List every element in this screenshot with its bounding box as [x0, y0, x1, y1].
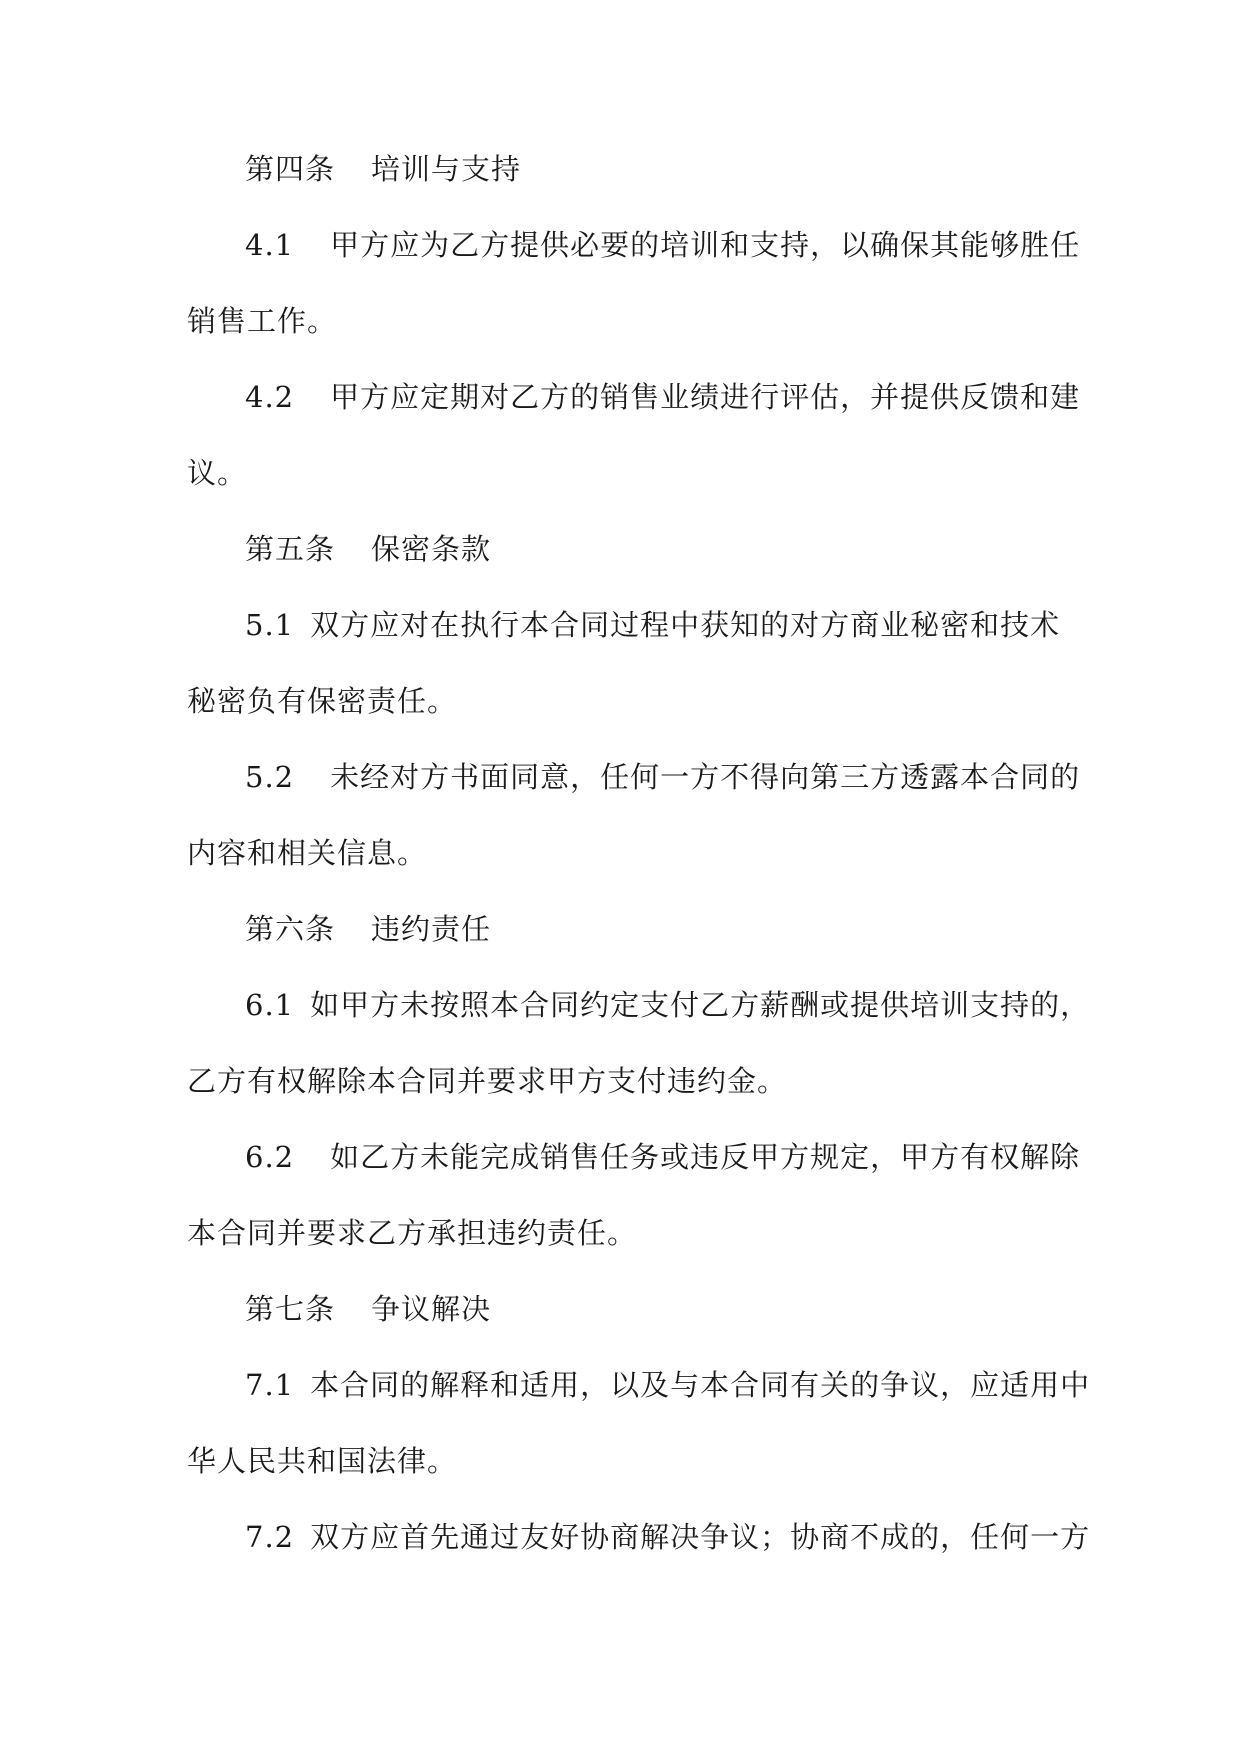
clause-text: 甲方应为乙方提供必要的培训和支持，以确保其能够胜任 — [330, 228, 1081, 262]
clause-6-1 — [187, 967, 1091, 1043]
clause-number: 7.1 — [245, 1368, 295, 1402]
clause-number: 6.1 — [245, 988, 295, 1022]
article-number: 第六条 — [245, 912, 336, 946]
article-number: 第四条 — [245, 152, 336, 186]
clause-4-2 — [187, 359, 1081, 435]
clause-text: 双方应首先通过友好协商解决争议；协商不成的，任何一方 — [310, 1520, 1091, 1554]
clause-4-1-continuation: 销售工作。 — [187, 304, 338, 338]
clause-number: 5.2 — [245, 760, 295, 794]
clause-text: 未经对方书面同意，任何一方不得向第三方透露本合同的 — [330, 760, 1081, 794]
article-title: 违约责任 — [371, 912, 492, 946]
clause-text: 如甲方未按照本合同约定支付乙方薪酬或提供培训支持的， — [310, 988, 1091, 1022]
clause-6-2-continuation: 本合同并要求乙方承担违约责任。 — [187, 1216, 638, 1250]
article-title: 培训与支持 — [371, 152, 522, 186]
article-4-heading — [187, 131, 1063, 207]
article-title: 保密条款 — [371, 532, 492, 566]
document-body — [187, 131, 1091, 1575]
clause-text: 双方应对在执行本合同过程中获知的对方商业秘密和技术 — [310, 608, 1061, 642]
clause-5-1-continuation: 秘密负有保密责任。 — [187, 684, 458, 718]
clause-5-2-continuation: 内容和相关信息。 — [187, 836, 428, 870]
article-7-heading — [187, 1271, 1063, 1347]
clause-6-2 — [187, 1119, 1081, 1195]
clause-number: 7.2 — [245, 1520, 295, 1554]
clause-number: 4.2 — [245, 380, 295, 414]
clause-text: 本合同的解释和适用，以及与本合同有关的争议，应适用中 — [310, 1368, 1091, 1402]
article-number: 第五条 — [245, 532, 336, 566]
clause-4-1 — [187, 207, 1081, 283]
clause-number: 5.1 — [245, 608, 295, 642]
article-6-heading — [187, 891, 1063, 967]
clause-text: 如乙方未能完成销售任务或违反甲方规定，甲方有权解除 — [330, 1140, 1081, 1174]
clause-7-2 — [187, 1499, 1091, 1575]
clause-6-1-continuation: 乙方有权解除本合同并要求甲方支付违约金。 — [187, 1064, 788, 1098]
clause-text: 甲方应定期对乙方的销售业绩进行评估，并提供反馈和建 — [330, 380, 1081, 414]
clause-7-1-continuation: 华人民共和国法律。 — [187, 1444, 458, 1478]
article-title: 争议解决 — [371, 1292, 492, 1326]
clause-5-2 — [187, 739, 1081, 815]
article-number: 第七条 — [245, 1292, 336, 1326]
clause-5-1 — [187, 587, 1063, 663]
clause-number: 6.2 — [245, 1140, 295, 1174]
clause-4-2-continuation: 议。 — [187, 456, 248, 490]
clause-number: 4.1 — [245, 228, 295, 262]
article-5-heading — [187, 511, 1063, 587]
clause-7-1 — [187, 1347, 1091, 1423]
